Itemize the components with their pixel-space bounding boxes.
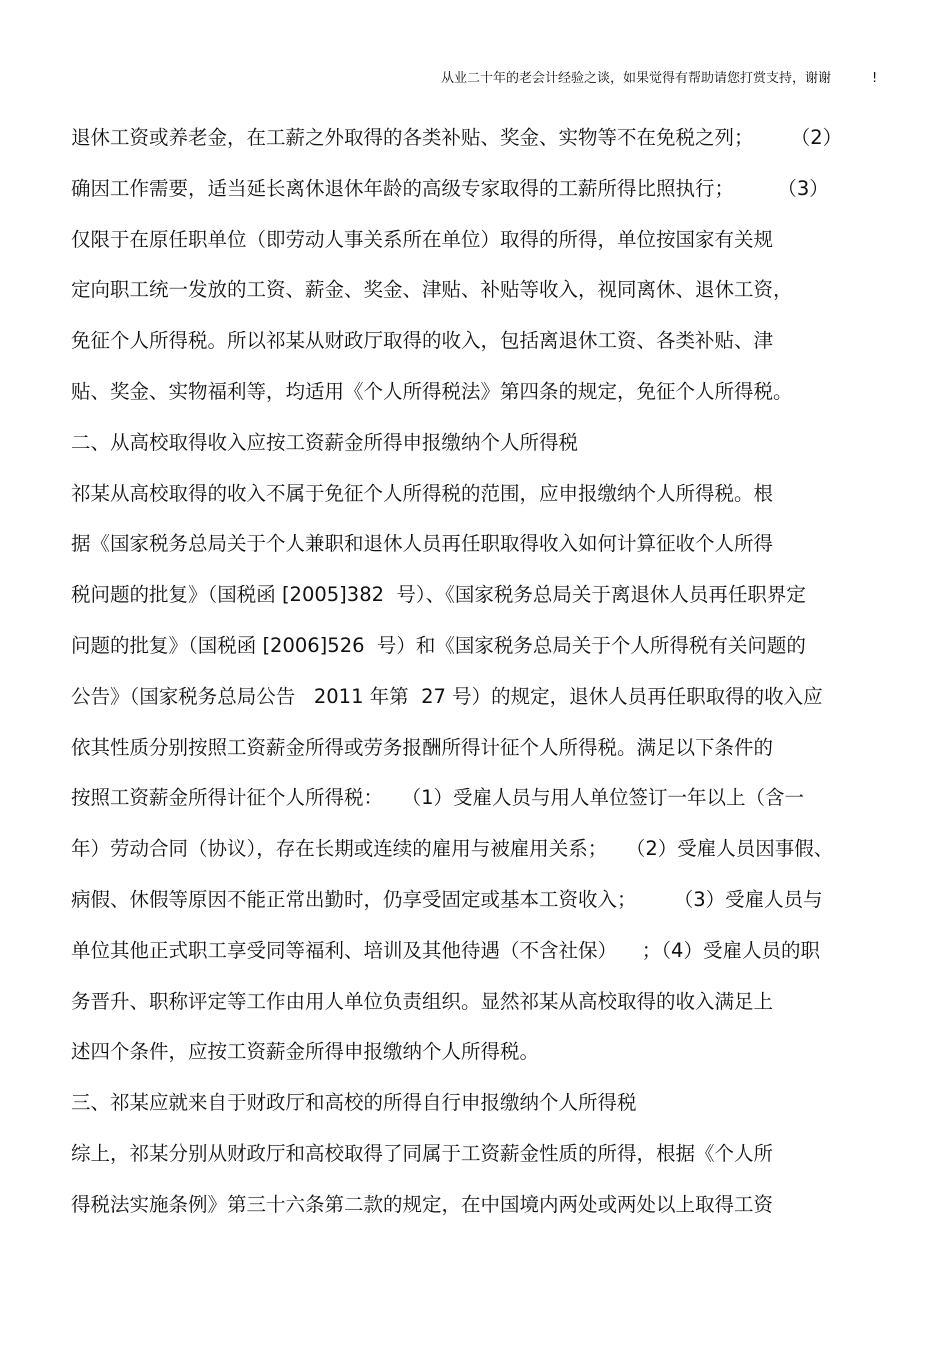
text-line: 务晋升、职称评定等工作由用人单位负责组织。显然祁某从高校取得的收入满足上	[71, 989, 774, 1013]
text-line: 贴、奖金、实物福利等，均适用《个人所得税法》第四条的规定，免征个人所得税。	[71, 379, 793, 403]
text-line: 祁某从高校取得的收入不属于免征个人所得税的范围，应申报缴纳个人所得税。根	[71, 481, 774, 505]
section-heading: 二、从高校取得收入应按工资薪金所得申报缴纳个人所得税	[71, 430, 579, 454]
header-text: 从业二十年的老会计经验之谈，如果觉得有帮助请您打赏支持，谢谢	[441, 71, 832, 86]
document-body	[71, 125, 891, 1243]
header-exclamation: !	[872, 71, 878, 86]
section-heading: 三、祁某应就来自于财政厅和高校的所得自行申报缴纳个人所得税	[71, 1091, 637, 1115]
text-line: 问题的批复》（国税函 [2006]526 号）和《国家税务总局关于个人所得税有关问题的	[71, 633, 806, 657]
text-line: 确因工作需要，适当延长离休退休年龄的高级专家取得的工薪所得比照执行； （3）	[71, 176, 829, 200]
page-header	[0, 70, 950, 92]
text-line: 年）劳动合同（协议），存在长期或连续的雇用与被雇用关系； （2）受雇人员因事假、	[71, 837, 834, 861]
text-line: 综上，祁某分别从财政厅和高校取得了同属于工资薪金性质的所得，根据《个人所	[71, 1141, 774, 1165]
text-line: 按照工资薪金所得计征个人所得税： （1）受雇人员与用人单位签订一年以上（含一	[71, 786, 805, 810]
text-line: 据《国家税务总局关于个人兼职和退休人员再任职取得收入如何计算征收个人所得	[71, 532, 774, 556]
text-line: 退休工资或养老金，在工薪之外取得的各类补贴、奖金、实物等不在免税之列； （2）	[71, 126, 843, 149]
text-line: 得税法实施条例》第三十六条第二款的规定，在中国境内两处或两处以上取得工资	[71, 1192, 774, 1216]
text-line: 单位其他正式职工享受同等福利、培训及其他待遇（不含社保） ；（4）受雇人员的职	[71, 938, 820, 962]
text-line: 公告》（国家税务总局公告 2011 年第 27 号）的规定，退休人员再任职取得的收入应	[71, 684, 823, 708]
text-line: 病假、休假等原因不能正常出勤时，仍享受固定或基本工资收入； （3）受雇人员与	[71, 887, 823, 911]
text-line: 依其性质分别按照工资薪金所得或劳务报酬所得计征个人所得税。满足以下条件的	[71, 735, 774, 759]
text-line: 免征个人所得税。所以祁某从财政厅取得的收入，包括离退休工资、各类补贴、津	[71, 329, 774, 353]
text-line: 仅限于在原任职单位（即劳动人事关系所在单位）取得的所得，单位按国家有关规	[71, 227, 774, 251]
text-line: 定向职工统一发放的工资、薪金、奖金、津贴、补贴等收入，视同离休、退休工资，	[71, 278, 793, 302]
text-line: 述四个条件，应按工资薪金所得申报缴纳个人所得税。	[71, 1040, 540, 1064]
text-line: 税问题的批复》（国税函 [2005]382 号）、《国家税务总局关于离退休人员再任职界定	[71, 583, 806, 607]
